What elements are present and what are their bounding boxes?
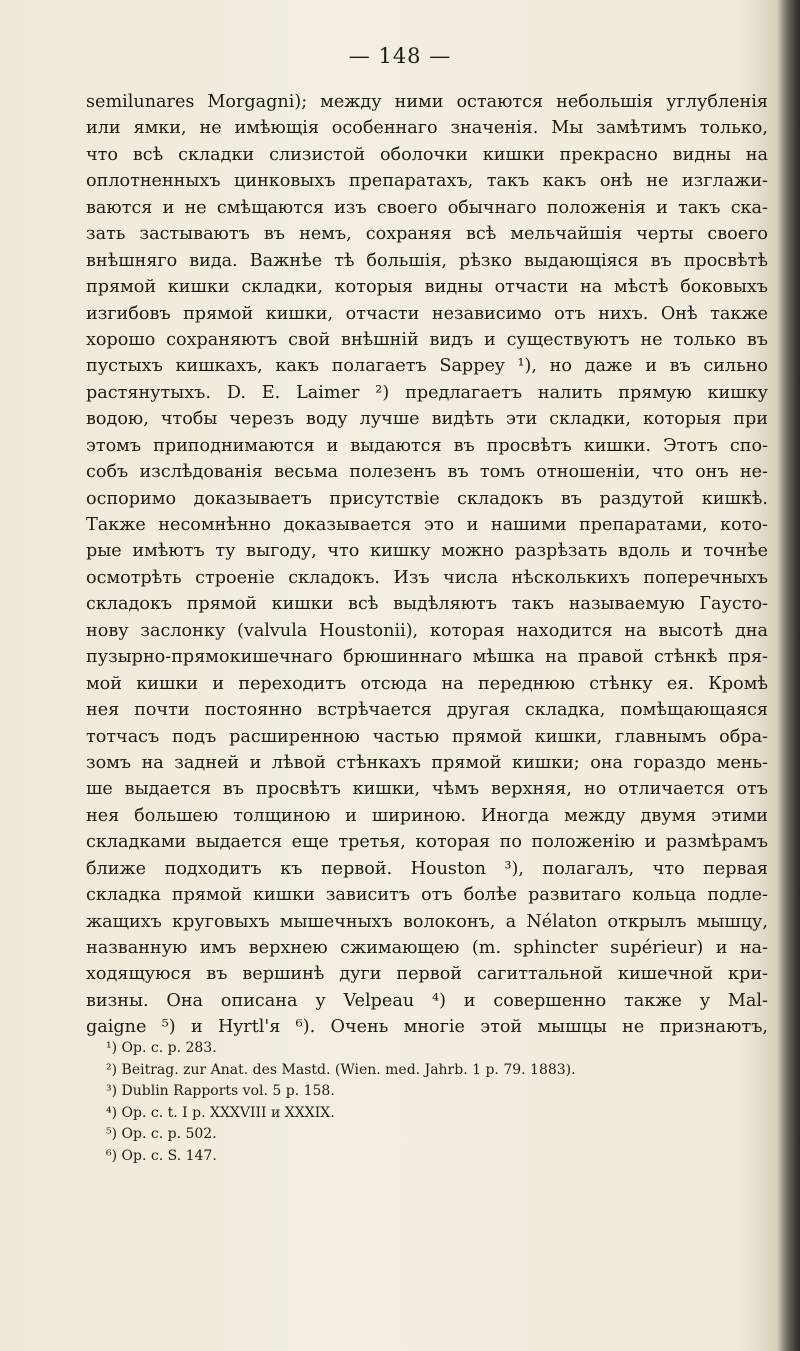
text-line: названную имъ верхнею сжимающею (m. sphincter supérieur) и на- [86, 938, 768, 958]
text-line: зомъ на задней и лѣвой стѣнкахъ прямой кишки; она гораздо мень- [86, 752, 768, 773]
text-line: складками выдается еще третья, которая по положенію и размѣрамъ [86, 832, 768, 853]
text-line: этомъ приподнимаются и выдаются въ просвѣтъ кишки. Этотъ спо- [86, 435, 768, 456]
footnote: ⁵) Op. c. p. 502. [106, 1126, 217, 1142]
text-line: хорошо сохраняютъ свой внѣшній видъ и существуютъ не только въ [86, 329, 768, 350]
text-line: или ямки, не имѣющія особеннаго значенія. Мы замѣтимъ только, [86, 118, 768, 139]
text-line: оспоримо доказываетъ присутствіе складокъ въ раздутой кишкѣ. [86, 488, 768, 509]
text-line: gaigne ⁵) и Hyrtl'я ⁶). Очень многіе этой мышцы не признаютъ, [86, 1017, 768, 1038]
page-edge-shadow [778, 0, 800, 1351]
text-line: мой кишки и переходитъ отсюда на переднюю стѣнку ея. Кромѣ [86, 673, 768, 694]
footnote: ⁶) Op. c. S. 147. [106, 1147, 217, 1164]
text-line: тотчасъ подъ расширенною частью прямой кишки, главнымъ обра- [86, 726, 768, 747]
text-line: ближе подходитъ къ первой. Houston ³), полагалъ, что первая [86, 858, 768, 879]
text-line: внѣшняго вида. Важнѣе тѣ большія, рѣзко выдающіяся въ просвѣтѣ [86, 250, 768, 271]
text-line: ваются и не смѣщаются изъ своего обычнаго положенія и такъ ска- [86, 197, 768, 218]
footnote: ²) Beitrag. zur Anat. des Mastd. (Wien. med. Jahrb. 1 p. 79. 1883). [106, 1061, 576, 1078]
footnote: ¹) Op. c. p. 283. [106, 1040, 217, 1056]
text-line: прямой кишки складки, которыя видны отчасти на мѣстѣ боковыхъ [86, 277, 768, 298]
text-line: рые имѣютъ ту выгоду, что кишку можно разрѣзать вдоль и точнѣе [86, 541, 768, 562]
text-line: что всѣ складки слизистой оболочки кишки прекрасно видны на [86, 144, 768, 165]
text-line: растянутыхъ. D. E. Laimer ²) предлагаетъ налить прямую кишку [86, 382, 768, 403]
footnote: ³) Dublin Rapports vol. 5 p. 158. [106, 1083, 335, 1099]
text-line: пузырно-прямокишечнаго брюшиннаго мѣшка на правой стѣнкѣ пря- [86, 647, 768, 668]
text-line: собъ изслѣдованія весьма полезенъ въ томъ отношеніи, что онъ не- [86, 462, 768, 483]
body-text [86, 89, 768, 1041]
text-line: semilunares Morgagni); между ними остаются небольшія углубленія [86, 92, 768, 112]
text-line: нея почти постоянно встрѣчается другая складка, помѣщающаяся [86, 700, 768, 721]
text-line: оплотненныхъ цинковыхъ препаратахъ, такъ какъ онѣ не изглажи- [86, 171, 768, 192]
text-line: осмотрѣть строеніе складокъ. Изъ числа нѣсколькихъ поперечныхъ [86, 567, 768, 588]
text-line: жащихъ круговыхъ мышечныхъ волоконъ, а Nélaton открылъ мышцу, [86, 911, 768, 932]
text-line: водою, чтобы черезъ воду лучше видѣть эти складки, которыя при [86, 409, 768, 430]
footnotes [106, 1038, 746, 1167]
text-line: нову заслонку (valvula Houstonii), которая находится на высотѣ дна [86, 620, 768, 641]
page-number: — 148 — [348, 44, 452, 68]
text-line: зать застываютъ въ немъ, сохраняя всѣ мельчайшія черты своего [86, 224, 768, 245]
text-line: ше выдается въ просвѣтъ кишки, чѣмъ верхняя, но отличается отъ [86, 779, 768, 800]
text-line: складка прямой кишки зависитъ отъ болѣе развитаго кольца подле- [86, 885, 768, 906]
text-line: ходящуюся въ вершинѣ дуги первой сагиттальной кишечной кри- [86, 964, 768, 985]
text-line: пустыхъ кишкахъ, какъ полагаетъ Sappey ¹), но даже и въ сильно [86, 356, 768, 377]
text-line: визны. Она описана у Velpeau ⁴) и совершенно также у Mal- [86, 990, 768, 1011]
footnote: ⁴) Op. c. t. I p. XXXVIII и XXXIX. [106, 1104, 335, 1121]
text-line: изгибовъ прямой кишки, отчасти независимо отъ нихъ. Онѣ также [86, 303, 768, 324]
text-line: нея большею толщиною и шириною. Иногда между двумя этими [86, 805, 768, 826]
text-line: Также несомнѣнно доказывается это и нашими препаратами, кото- [86, 515, 768, 535]
text-line: складокъ прямой кишки всѣ выдѣляютъ такъ называемую Гаусто- [86, 594, 768, 615]
